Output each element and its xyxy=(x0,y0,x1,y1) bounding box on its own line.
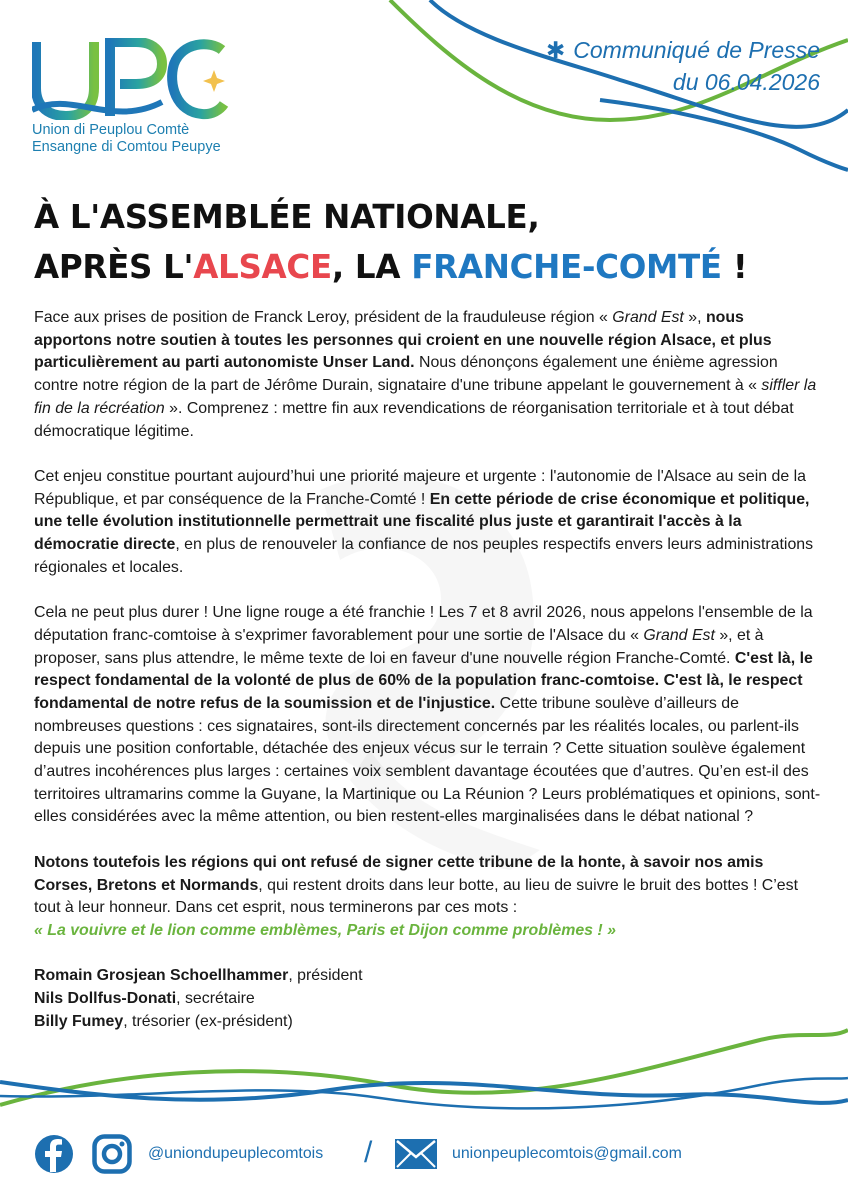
text: , qui restent droits dans leur botte, au lieu de suivre le bruit des bottes ! C’est tout à leur honneur. Dans cet esprit, nous terminerons par ces mots : xyxy=(34,876,798,917)
paragraph-3 xyxy=(34,602,824,829)
text-italic: Grand Est xyxy=(643,626,715,644)
headline-text: , LA xyxy=(331,248,412,286)
signatory-name: Billy Fumey xyxy=(34,1012,124,1030)
text: Face aux prises de position de Franck Leroy, président de la frauduleuse région « xyxy=(34,309,613,326)
separator: / xyxy=(364,1136,373,1169)
instagram-icon[interactable] xyxy=(92,1134,132,1174)
paragraph-4 xyxy=(34,852,824,943)
headline-text: APRÈS L' xyxy=(34,248,194,286)
text: Cet enjeu constitue pourtant aujourd’hui une priorité majeure et urgente : l'autonomie de l'Alsace au sein de la République, et par conséquence de la Franche-Comté ! xyxy=(34,467,806,508)
contact-email[interactable]: unionpeuplecomtois@gmail.com xyxy=(452,1145,682,1162)
text: Nous dénonçons également une énième agression contre notre région de la part de Jérôme Durain, signataire d'une tribune appelant le gouvernement à « xyxy=(34,354,778,395)
signatory-name: Romain Grosjean Schoellhammer xyxy=(34,967,289,985)
headline-line-1: À L'ASSEMBLÉE NATIONALE, xyxy=(34,198,540,236)
headline-franche-comte: FRANCHE-COMTÉ xyxy=(411,248,722,286)
press-header xyxy=(546,34,820,98)
mail-icon[interactable] xyxy=(394,1138,438,1170)
text-bold: C'est là, le respect fondamental de la volonté de plus de 60% de la population franc-comtoise. C'est là, le respect fondamental de notre refus de la soumission et de l'injustice. xyxy=(34,649,813,712)
text-bold: nous apportons notre soutien à toutes les personnes qui croient en une nouvelle région Alsace, et plus particulièrement au parti autonomiste Unser Land. xyxy=(34,309,772,372)
asterisk-icon: ✱ xyxy=(545,37,566,63)
text: , en plus de renouveler la confiance de nos peuples respectifs envers leurs administrations régionales et locales. xyxy=(34,536,814,576)
signatory-name: Nils Dollfus-Donati xyxy=(34,990,177,1008)
signature-row xyxy=(34,988,824,1011)
signatory-role: , président xyxy=(288,967,363,985)
text: ». Comprenez : mettre fin aux revendications de réorganisation territoriale et à tout débat démocratique légitime. xyxy=(34,399,794,440)
logo-mark xyxy=(32,38,232,120)
headline-text: ! xyxy=(721,248,748,286)
text: », et à proposer, sans plus attendre, le même texte de loi en faveur d'une nouvelle région Franche-Comté. xyxy=(34,626,764,667)
facebook-icon[interactable] xyxy=(34,1134,74,1174)
text-italic: siffler la fin de la récréation xyxy=(34,377,817,417)
text-bold: Notons toutefois les régions qui ont refusé de signer cette tribune de la honte, à savoir nos amis Corses, Bretons et Normands xyxy=(34,853,764,894)
logo-line-1: Union di Peuplou Comtè xyxy=(32,122,190,138)
signature-row xyxy=(34,1011,824,1034)
text-italic: Grand Est xyxy=(612,309,684,326)
signature-list xyxy=(34,965,824,1033)
signatory-role: , trésorier (ex-président) xyxy=(123,1012,293,1030)
page-title xyxy=(34,192,824,292)
footer-contacts xyxy=(34,1132,824,1178)
press-date: du 06.04.2026 xyxy=(672,69,820,95)
signature-row xyxy=(34,965,824,988)
text-bold: En cette période de crise économique et politique, une telle évolution institutionnelle permettrait une fiscalité plus juste et garantirait l'accès à la démocratie directe xyxy=(34,490,810,554)
headline-alsace: ALSACE xyxy=(193,248,332,286)
text: Cela ne peut plus durer ! Une ligne rouge a été franchie ! Les 7 et 8 avril 2026, nous appelons l'ensemble de la députation franc-comtoise à s'exprimer favorablement pour une sortie de l'Alsace du « xyxy=(34,604,813,644)
signatory-role: , secrétaire xyxy=(176,990,255,1008)
text: Cette tribune soulève d’ailleurs de nombreuses questions : ces signataires, sont-ils directement concernés par les réalités locales, ou parlent-ils depuis une position confortable, détachée des enjeux vécus sur le terrain ? Cette situation soulève également d’autres incohérences plus larges : certaines voix semblent davantage écoutées que d’autres. Qu’en est-il des territoires ultramarins comme la Guyane, la Martinique ou La Réunion ? Leurs problématiques et opinions, sont-elles considérées avec la même attention, ou bien restent-elles marginalisées dans le débat national ? xyxy=(34,694,821,826)
text: », xyxy=(683,309,706,326)
logo-line-2: Ensangne di Comtou Peupye xyxy=(32,139,221,155)
headline-line-2 xyxy=(34,242,824,292)
paragraph-1 xyxy=(34,307,824,443)
social-handle[interactable]: @uniondupeuplecomtois xyxy=(148,1145,324,1162)
organization-logo xyxy=(32,38,272,156)
press-title: Communiqué de Presse xyxy=(573,37,820,63)
paragraph-2 xyxy=(34,466,824,580)
closing-quote: « La vouivre et le lion comme emblèmes, Paris et Dijon comme problèmes ! » xyxy=(34,921,616,939)
press-release-body xyxy=(34,307,824,1033)
